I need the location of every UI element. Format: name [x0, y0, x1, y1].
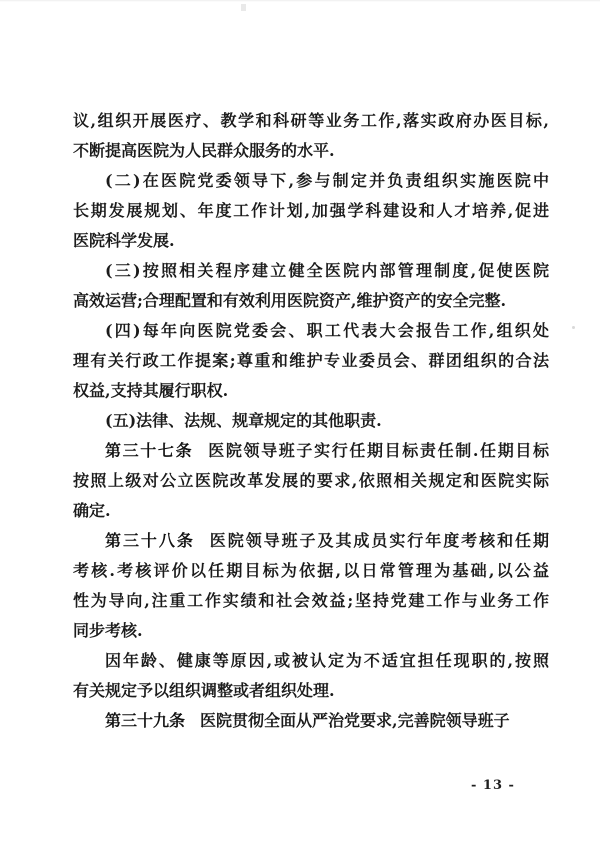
paragraph-line: 第三十八条 医院领导班子及其成员实行年度考核和任期	[105, 531, 549, 550]
paragraph-line: 议,组织开展医疗、教学和科研等业务工作,落实政府办医目标,	[73, 111, 549, 130]
paragraph	[73, 316, 549, 406]
document-text-block	[73, 106, 549, 736]
paragraph-line: 性为导向,注重工作实绩和社会效益;坚持党建工作与业务工作	[73, 591, 549, 610]
paragraph-line: 考核.考核评价以任期目标为依据,以日常管理为基础,以公益	[73, 561, 549, 580]
paragraph-line: 确定.	[73, 501, 111, 520]
paragraph	[73, 406, 549, 436]
paragraph-line: 同步考核.	[73, 621, 143, 640]
paragraph-line: 权益,支持其履行职权.	[73, 381, 229, 400]
paragraph-line: (五)法律、法规、规章规定的其他职责.	[105, 411, 382, 430]
paragraph	[73, 436, 549, 526]
scan-artifact-top-edge	[0, 0, 600, 2]
scan-artifact-speck	[572, 326, 575, 329]
paragraph-line: 不断提高医院为人民群众服务的水平.	[73, 141, 335, 160]
paragraph-line: 理有关行政工作提案;尊重和维护专业委员会、群团组织的合法	[73, 351, 549, 370]
paragraph	[73, 706, 549, 736]
article-number-heading: 第三十八条	[105, 531, 195, 550]
paragraph-line: 第三十七条 医院领导班子实行任期目标责任制.任期目标	[105, 441, 549, 460]
paragraph	[73, 256, 549, 316]
paragraph-line: 因年龄、健康等原因,或被认定为不适宜担任现职的,按照	[105, 651, 549, 670]
paragraph	[73, 166, 549, 256]
paragraph-line: 医院科学发展.	[73, 231, 175, 250]
paragraph-line: (四)每年向医院党委会、职工代表大会报告工作,组织处	[105, 321, 549, 340]
paragraph-line: 第三十九条 医院贯彻全面从严治党要求,完善院领导班子	[105, 711, 510, 730]
article-number-heading: 第三十九条	[105, 711, 186, 730]
paragraph-line: (二)在医院党委领导下,参与制定并负责组织实施医院中	[105, 171, 549, 190]
paragraph	[73, 646, 549, 706]
paragraph-line: 高效运营;合理配置和有效利用医院资产,维护资产的安全完整.	[73, 291, 507, 310]
paragraph	[73, 106, 549, 166]
paragraph-line: (三)按照相关程序建立健全医院内部管理制度,促使医院	[105, 261, 549, 280]
paragraph-line: 长期发展规划、年度工作计划,加强学科建设和人才培养,促进	[73, 201, 549, 220]
paragraph	[73, 526, 549, 646]
paragraph-line: 按照上级对公立医院改革发展的要求,依照相关规定和医院实际	[73, 471, 549, 490]
scan-artifact-speck	[241, 4, 246, 11]
paragraph-line: 有关规定予以组织调整或者组织处理.	[73, 681, 335, 700]
article-number-heading: 第三十七条	[105, 441, 194, 460]
page-number: - 13 -	[471, 778, 515, 793]
